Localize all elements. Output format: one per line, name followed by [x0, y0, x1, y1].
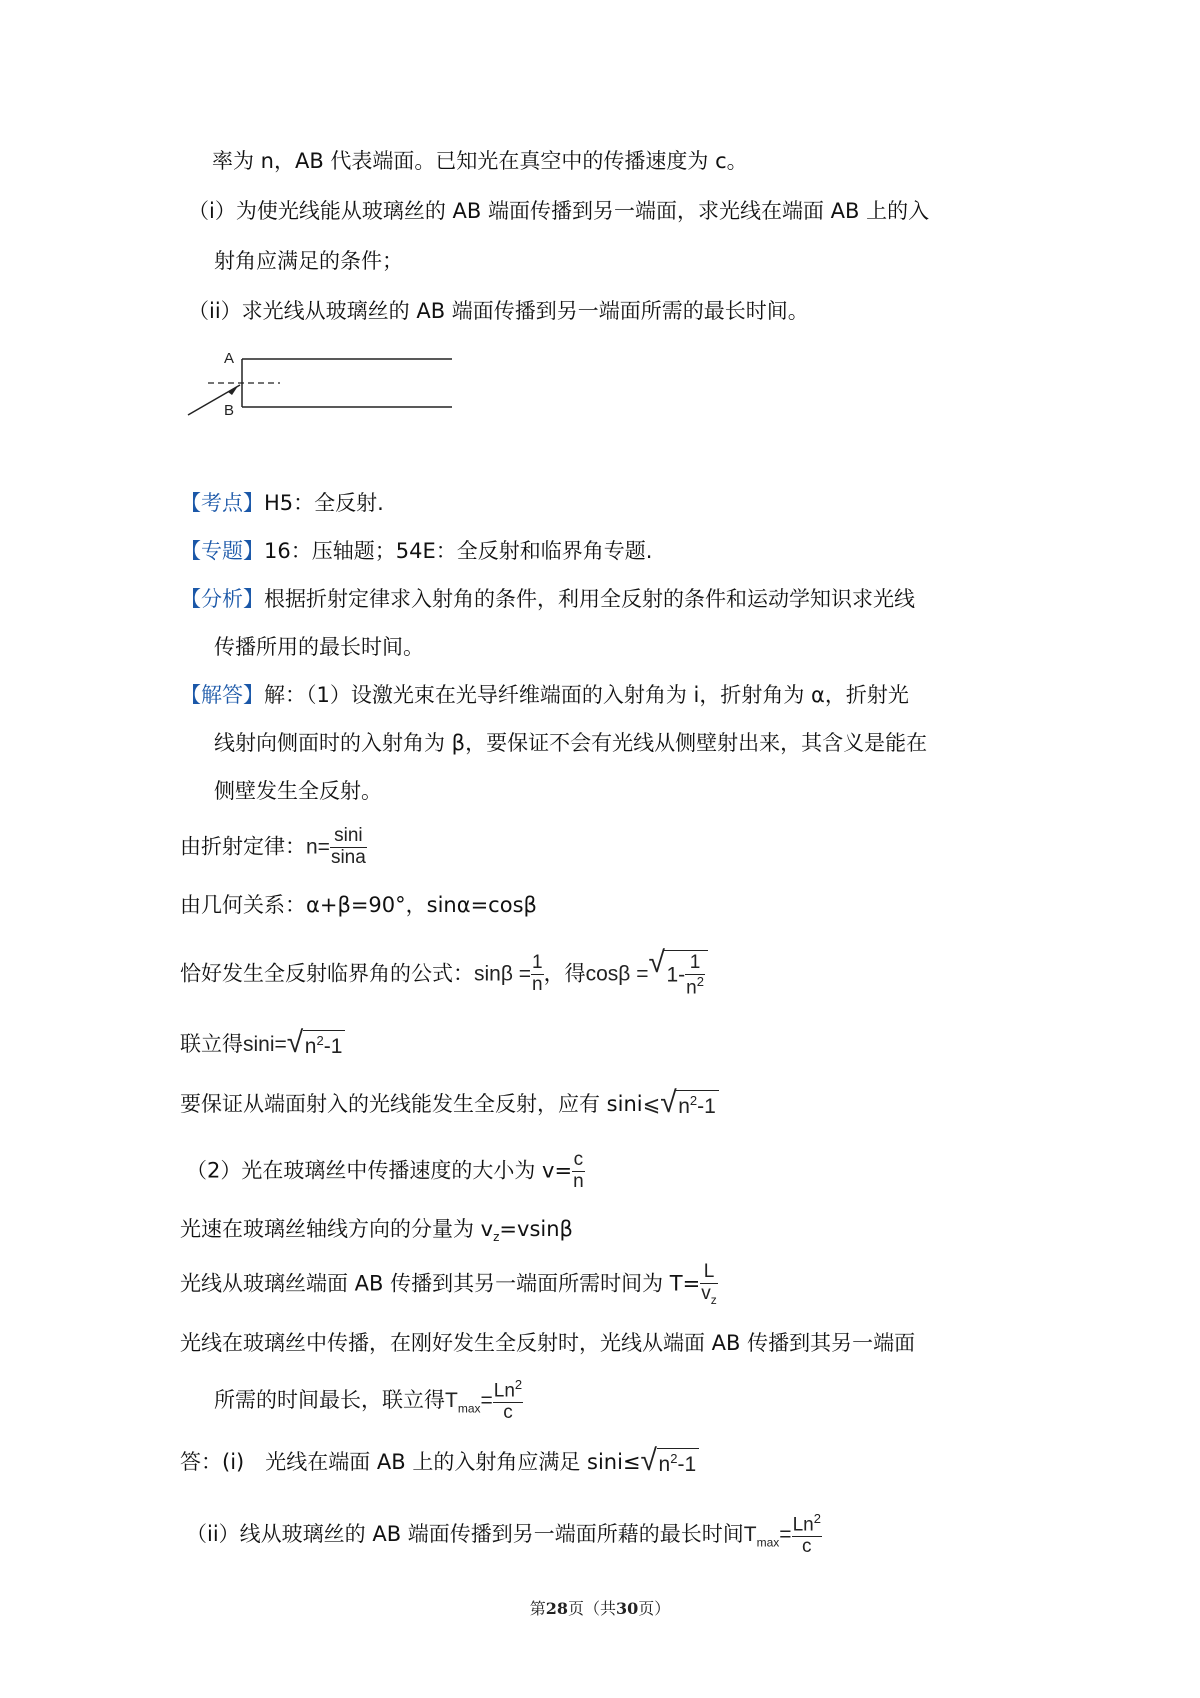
- problem-line-1: 率为 n，AB 代表端面。已知光在真空中的传播速度为 c。: [212, 149, 748, 173]
- numerator: sini: [334, 825, 363, 846]
- math-lhs: n=: [306, 835, 330, 859]
- label-b: B: [224, 402, 235, 419]
- num-exponent: 2: [813, 1511, 821, 1526]
- step-text: 联立得: [180, 1032, 243, 1057]
- zhuanti-line: [180, 538, 652, 565]
- subscript-max: max: [756, 1535, 780, 1550]
- sqrt-expression: [640, 1444, 700, 1478]
- fraction: [572, 1150, 585, 1193]
- fraction: [685, 953, 705, 999]
- less-equal-sign: ⩽: [642, 1093, 661, 1117]
- jieda-line-1: [180, 682, 909, 709]
- radicand-tail: -1: [323, 1035, 343, 1058]
- fraction: [792, 1512, 822, 1558]
- radical-icon: √: [286, 1026, 304, 1059]
- den-base: n: [686, 977, 697, 999]
- zhuanti-tag: 【专题】: [180, 539, 264, 563]
- radicand-base: n: [678, 1095, 690, 1118]
- radicand-tail: -1: [697, 1095, 716, 1118]
- equals-sign: =: [480, 1389, 493, 1413]
- numerator: 1: [532, 952, 543, 974]
- denominator: sina: [330, 846, 366, 868]
- step-condition: [180, 1086, 719, 1120]
- step-combine: [180, 1026, 345, 1060]
- fraction: [330, 826, 367, 869]
- numerator: [792, 1512, 822, 1536]
- radical-icon: √: [660, 1086, 677, 1119]
- numerator: c: [573, 1149, 584, 1170]
- denominator: [700, 1283, 718, 1307]
- footer-pre: 第: [529, 1599, 546, 1618]
- problem-line-2: （i）为使光线能从玻璃丝的 AB 端面传播到另一端面，求光线在端面 AB 上的入: [188, 199, 930, 223]
- problem-line-3: 射角应满足的条件；: [214, 249, 403, 273]
- step-tail: =vsinβ: [499, 1217, 573, 1241]
- step-max-time-1: 光线在玻璃丝中传播，在刚好发生全反射时，光线从端面 AB 传播到其另一端面: [180, 1331, 916, 1355]
- radicand-base: n: [658, 1453, 671, 1476]
- radical-icon: √: [640, 1444, 658, 1477]
- step-text: 要保证从端面射入的光线能发生全反射，应有 sini: [180, 1092, 643, 1117]
- math-sin: sinβ =: [474, 962, 532, 986]
- fraction: [493, 1378, 523, 1424]
- step-text: （2）光在玻璃丝中传播速度的大小为 v=: [186, 1158, 573, 1183]
- jieda-line-3: 侧壁发生全反射。: [214, 779, 382, 803]
- footer-post: 页）: [638, 1599, 671, 1618]
- answer-text: 答：(i) 光线在端面 AB 上的入射角应满足 sini≤: [180, 1450, 641, 1475]
- denominator: n: [573, 1170, 584, 1192]
- step-max-time-2: [214, 1378, 523, 1424]
- step-text: 所需的时间最长，联立得: [214, 1388, 445, 1413]
- den-exponent: 2: [696, 973, 704, 989]
- zhuanti-text: 16：压轴题；54E：全反射和临界角专题.: [264, 539, 653, 563]
- answer-line-2: [186, 1512, 822, 1558]
- radicand-exponent: 2: [316, 1033, 324, 1048]
- step-time: [180, 1262, 718, 1307]
- denominator: n: [532, 974, 543, 996]
- fenxi-line-2: 传播所用的最长时间。: [214, 635, 424, 659]
- subscript-max: max: [457, 1401, 481, 1416]
- radicand-exponent: 2: [670, 1451, 678, 1466]
- fiber-diagram: [180, 345, 460, 425]
- jieda-tag: 【解答】: [180, 683, 264, 707]
- denominator: c: [493, 1402, 523, 1424]
- fenxi-tag: 【分析】: [180, 587, 264, 611]
- numerator: 1: [689, 952, 701, 973]
- radicand-base: n: [304, 1035, 317, 1058]
- radical-icon: √: [648, 946, 665, 979]
- step-geometry: 由几何关系：α+β=90°，sinα=cosβ: [180, 893, 537, 917]
- radicand-prefix: 1-: [666, 963, 686, 987]
- denominator: [685, 974, 705, 999]
- math-cos: cosβ =: [585, 962, 649, 986]
- numerator: [493, 1378, 523, 1402]
- step-axial-component: [180, 1216, 573, 1246]
- step-refraction-law: [180, 826, 367, 869]
- fenxi-text-1: 根据折射定律求入射角的条件，利用全反射的条件和运动学知识求光线: [264, 587, 915, 611]
- step-speed: [186, 1150, 585, 1193]
- label-a: A: [224, 350, 235, 367]
- num-base: Ln: [493, 1380, 515, 1402]
- den-subscript: z: [710, 1292, 717, 1307]
- radicand-exponent: 2: [689, 1093, 698, 1108]
- num-base: Ln: [792, 1514, 814, 1536]
- step-text: 恰好发生全反射临界角的公式：: [180, 961, 474, 986]
- step-critical-angle: [180, 946, 708, 999]
- jieda-line-2: 线射向侧面时的入射角为 β，要保证不会有光线从侧壁射出来，其含义是能在: [214, 731, 928, 755]
- num-exponent: 2: [514, 1377, 523, 1392]
- kaodian-text: H5：全反射.: [264, 491, 384, 515]
- den-base: v: [701, 1282, 711, 1304]
- sqrt-expression: [286, 1026, 346, 1060]
- page-number: 28: [545, 1599, 568, 1618]
- answer-line-1: [180, 1444, 699, 1478]
- fenxi-line-1: [180, 586, 915, 613]
- answer-text: （ii）线从玻璃丝的 AB 端面传播到另一端面所藉的最长时间: [186, 1522, 744, 1547]
- denominator: c: [792, 1536, 822, 1558]
- kaodian-tag: 【考点】: [180, 491, 264, 515]
- step-text: 光速在玻璃丝轴线方向的分量为 v: [180, 1217, 494, 1241]
- jieda-text-1: 解：（1）设激光束在光导纤维端面的入射角为 i，折射角为 α，折射光: [264, 683, 909, 707]
- step-text: 光线从玻璃丝端面 AB 传播到其另一端面所需时间为 T=: [180, 1271, 701, 1296]
- footer-mid: 页（共: [567, 1599, 616, 1618]
- kaodian-line: [180, 490, 384, 517]
- math-T: T: [743, 1523, 757, 1547]
- numerator: L: [703, 1261, 715, 1282]
- sqrt-expression: [648, 946, 708, 999]
- radicand-tail: -1: [677, 1453, 697, 1476]
- step-text: 由折射定律：: [180, 834, 306, 859]
- step-mid-text: ，得: [543, 961, 586, 986]
- math-T: T: [445, 1389, 458, 1413]
- fraction: [700, 1262, 718, 1307]
- total-pages: 30: [616, 1599, 639, 1618]
- subscript: z: [493, 1230, 500, 1245]
- sqrt-expression: [660, 1086, 719, 1120]
- fraction: [531, 953, 544, 996]
- math-sini: sini=: [243, 1033, 287, 1057]
- equals-sign: =: [779, 1523, 792, 1547]
- page-footer: [0, 1596, 1200, 1619]
- problem-line-4: （ii）求光线从玻璃丝的 AB 端面传播到另一端面所需的最长时间。: [188, 299, 809, 323]
